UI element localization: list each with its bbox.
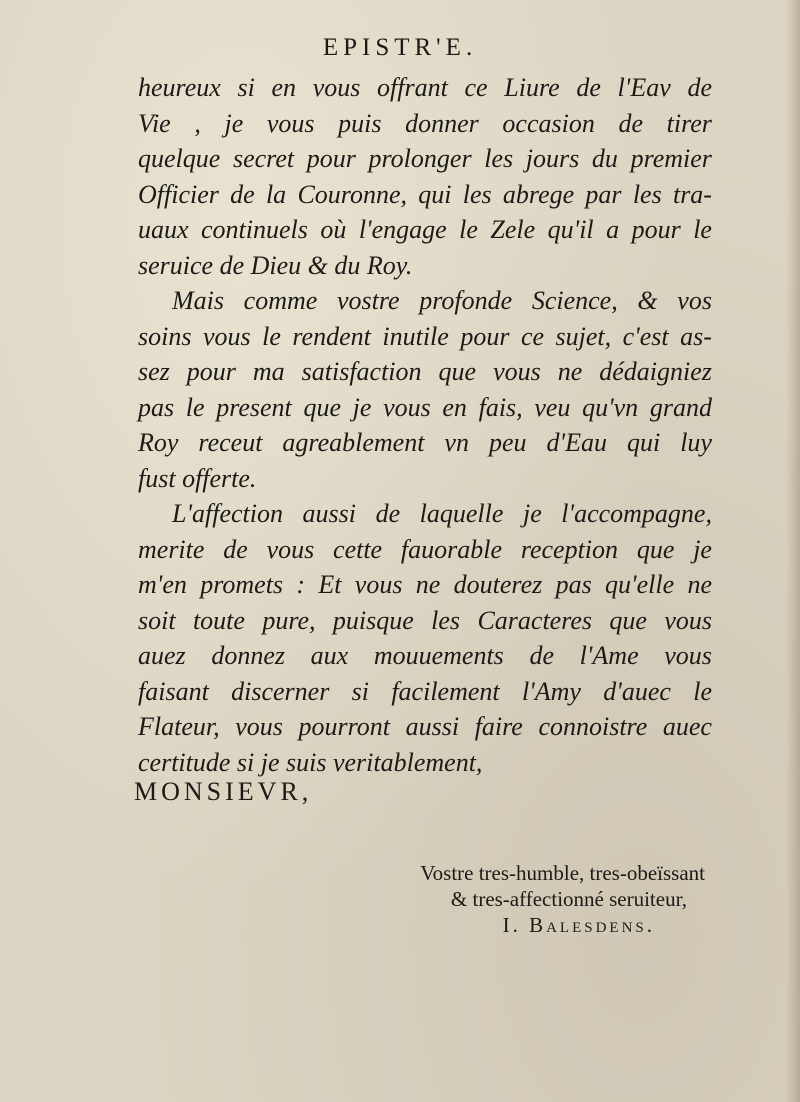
word: l'engage (358, 215, 447, 244)
word: que (609, 605, 647, 635)
word: vous (493, 357, 541, 386)
word: ma (252, 357, 285, 386)
word: vous (202, 321, 251, 351)
word: c'est (622, 321, 669, 351)
word: vos (677, 286, 712, 315)
word: uaux (138, 215, 189, 244)
word: vn (444, 428, 469, 457)
word: faire (474, 712, 523, 741)
word: reception (520, 534, 619, 564)
text-line (138, 461, 712, 497)
word: tirer (666, 108, 712, 138)
text-line (138, 177, 712, 213)
word: Flateur, (138, 712, 220, 741)
text-line (138, 638, 712, 674)
word: sujet, (555, 321, 612, 351)
word: vous (312, 73, 361, 102)
word: pour (460, 321, 510, 351)
text-line (138, 496, 712, 532)
word: d'auec (603, 676, 671, 706)
word: quelque (138, 144, 221, 173)
word: pour (631, 215, 681, 244)
word: pour (306, 144, 356, 173)
word: dédaigniez (599, 357, 712, 386)
word: aussi (302, 499, 357, 528)
word: comme (243, 286, 318, 315)
word: inutile (382, 321, 449, 351)
word: Roy (138, 428, 179, 457)
word: vous (664, 641, 712, 670)
word: de (223, 534, 248, 564)
word: puisque (332, 605, 414, 635)
word: vous (664, 605, 712, 635)
word: pour (186, 357, 236, 386)
word: le (262, 321, 281, 351)
word: vous (383, 392, 431, 422)
word: connoistre (538, 712, 648, 741)
word: receut (198, 428, 263, 457)
text-line (138, 106, 712, 142)
word: Mais (172, 286, 224, 315)
word: vous (266, 108, 315, 138)
word: laquelle (419, 499, 504, 528)
word: occasion (502, 108, 595, 138)
text-line-content: certitude si je suis veritablement, (138, 747, 483, 777)
text-line (138, 390, 712, 426)
word: offrant (377, 73, 448, 102)
word: aux (310, 641, 349, 670)
word: heureux (138, 73, 221, 102)
word: : (296, 570, 306, 599)
word: où (320, 215, 347, 244)
word: aussi (405, 712, 460, 741)
word: que (438, 357, 477, 386)
word: Zele (490, 215, 536, 244)
word: les (632, 179, 662, 209)
word: discerner (231, 676, 330, 706)
word: profonde (419, 286, 513, 315)
word: as- (680, 321, 712, 351)
word: les (431, 605, 461, 635)
word: mouuements (373, 641, 504, 670)
text-line (138, 354, 712, 390)
word: l'accompagne, (561, 499, 712, 528)
word: toute (192, 605, 245, 635)
word: auez (138, 641, 186, 670)
text-line (138, 141, 712, 177)
word: ne (687, 570, 712, 599)
word: ne (415, 570, 441, 599)
word: merite (138, 534, 205, 564)
word: d'Eau (546, 428, 607, 457)
word: Liure (504, 73, 560, 102)
word: ce (464, 73, 488, 102)
word: je (224, 108, 244, 138)
word: pas (138, 392, 175, 422)
word: qu'vn (582, 392, 639, 422)
word: l'Ame (579, 641, 639, 670)
word: vous (235, 712, 283, 741)
word: abrege (502, 179, 575, 209)
word: pure, (262, 605, 316, 635)
word: rendent (292, 321, 371, 351)
text-line (138, 567, 712, 603)
word: present (216, 392, 292, 422)
word: en (442, 392, 467, 422)
word: le (693, 676, 712, 706)
word: le (185, 392, 205, 422)
word: qu'elle (605, 570, 675, 599)
word: veu (534, 392, 571, 422)
word: Officier (138, 179, 219, 209)
word: donner (405, 108, 479, 138)
word: premier (630, 144, 712, 173)
word: tra- (672, 179, 712, 209)
signature-line-1: Vostre tres-humble, tres-obeïssant (420, 861, 705, 885)
word: je (522, 499, 542, 528)
running-head: EPISTR'E. (322, 34, 478, 61)
word: secret (232, 144, 295, 173)
word: agreablement (282, 428, 425, 457)
word: du (591, 144, 618, 173)
signature-line-2: & tres-affectionné seruiteur, (450, 887, 687, 911)
word: faisant (138, 676, 209, 706)
word: soit (138, 605, 176, 635)
word: jours (525, 144, 580, 173)
text-line (138, 745, 712, 781)
word: les (462, 179, 492, 209)
text-line-content: seruice de Dieu & du Roy. (138, 250, 413, 280)
word: pas (555, 570, 592, 599)
word: Et (318, 570, 342, 599)
word: prolonger (368, 144, 472, 173)
word: qui (626, 428, 661, 457)
epistle-body (138, 70, 712, 780)
word: , (194, 108, 201, 138)
word: de (529, 641, 554, 670)
word: je (352, 392, 372, 422)
word: grand (649, 392, 712, 422)
signature-block (360, 860, 705, 938)
word: cette (333, 534, 383, 564)
word: & (637, 286, 658, 315)
text-line (138, 674, 712, 710)
word: Couronne, (297, 179, 407, 209)
text-line (138, 70, 712, 106)
word: continuels (201, 215, 308, 244)
word: ce (520, 321, 545, 351)
word: sez (138, 357, 170, 386)
word: vostre (336, 286, 400, 315)
word: ne (557, 357, 583, 386)
word: si (237, 73, 255, 102)
word: que (303, 392, 341, 422)
word: fauorable (400, 534, 503, 564)
word: L'affection (172, 499, 283, 528)
word: peu (488, 428, 527, 457)
word: vous (266, 534, 315, 564)
word: par (585, 179, 622, 209)
word: le (459, 215, 478, 244)
text-line (138, 709, 712, 745)
word: Science, (531, 286, 618, 315)
word: auec (662, 712, 712, 741)
text-line (138, 283, 712, 319)
word: l'Amy (521, 676, 581, 706)
word: donnez (211, 641, 285, 670)
text-line (138, 603, 712, 639)
word: de (687, 73, 712, 102)
word: de (230, 179, 255, 209)
word: qui (418, 179, 452, 209)
text-line (138, 319, 712, 355)
word: Vie (138, 108, 171, 138)
word: que (636, 534, 675, 564)
word: satisfaction (301, 357, 422, 386)
text-line (138, 425, 712, 461)
word: fais, (478, 392, 523, 422)
text-line-content: fust offerte. (138, 463, 257, 493)
word: a (606, 215, 620, 244)
word: soins (138, 321, 192, 351)
word: les (484, 144, 514, 173)
word: qu'il (547, 215, 594, 244)
salutation: MONSIEVR, (134, 777, 313, 806)
text-line (138, 532, 712, 568)
word: l'Eav (617, 73, 671, 102)
word: douterez (453, 570, 543, 599)
word: je (693, 534, 712, 564)
word: de (375, 499, 401, 528)
word: m'en (138, 570, 187, 599)
word: Caracteres (477, 605, 593, 635)
word: en (271, 73, 297, 102)
word: pourront (298, 712, 390, 741)
word: facilement (391, 676, 500, 706)
word: le (693, 215, 712, 244)
word: luy (680, 428, 712, 457)
word: la (265, 179, 287, 209)
word: de (576, 73, 601, 102)
word: de (618, 108, 644, 138)
word: puis (338, 108, 382, 138)
text-line (138, 212, 712, 248)
text-line (138, 248, 712, 284)
word: si (351, 676, 369, 706)
signature-name: I. Balesdens. (502, 913, 655, 937)
word: promets (200, 570, 284, 599)
word: vous (354, 570, 403, 599)
